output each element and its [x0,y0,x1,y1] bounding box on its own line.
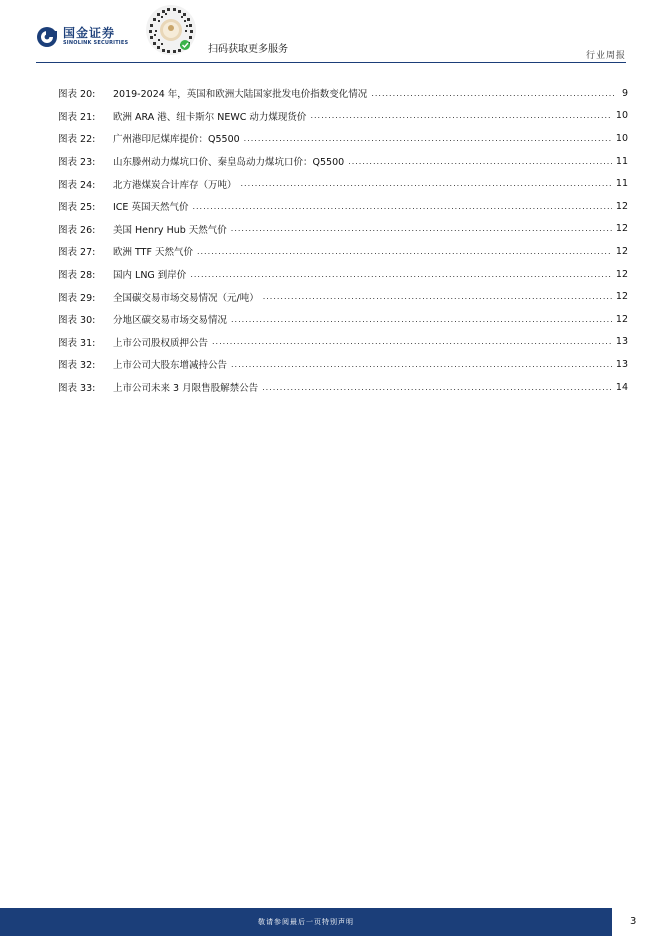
toc-figure-title: 上市公司未来 3 月限售股解禁公告 [113,383,259,395]
toc-figure-number: 图表 26: [58,224,96,236]
toc-page-number: 10 [615,132,628,144]
toc-row[interactable] [58,240,628,263]
toc-figure-title: 欧洲 TTF 天然气价 [113,247,193,259]
toc-figure-number: 图表 21: [58,111,96,123]
toc-row[interactable] [58,172,628,195]
page-header [0,0,662,64]
toc-page-number: 11 [615,178,628,190]
toc-figure-number: 图表 22: [58,134,96,146]
toc-page-number: 12 [615,223,628,235]
toc-dot-leader [190,270,612,279]
toc-figure-number: 图表 30: [58,315,96,327]
toc-figure-number: 图表 25: [58,202,96,214]
toc-dot-leader [310,111,611,120]
toc-row[interactable] [58,263,628,286]
toc-dot-leader [262,383,612,392]
toc-figure-title: 山东滕州动力煤坑口价、秦皇岛动力煤坑口价：Q5500 [113,157,345,169]
toc-dot-leader [371,89,614,98]
toc-page-number: 12 [615,200,628,212]
toc-row[interactable] [58,195,628,218]
toc-page-number: 13 [615,358,628,370]
toc-dot-leader [348,157,612,166]
toc-figure-title: 2019-2024 年，英国和欧洲大陆国家批发电价指数变化情况 [113,89,368,101]
toc-page-number: 10 [615,110,628,122]
toc-page-number: 12 [615,313,628,325]
toc-row[interactable] [58,376,628,399]
toc-figure-title: 美国 Henry Hub 天然气价 [113,224,227,236]
toc-row[interactable] [58,308,628,331]
toc-figure-number: 图表 32: [58,360,96,372]
toc-figure-number: 图表 33: [58,383,96,395]
toc-row[interactable] [58,150,628,173]
toc-page-number: 14 [615,381,628,393]
logo-name-cn: 国金证券 [63,26,116,40]
disclaimer-note: 敬请参阅最后一页特别声明 [258,918,354,926]
toc-row[interactable] [58,218,628,241]
toc-figure-title: 上市公司大股东增减持公告 [113,360,228,372]
toc-figure-number: 图表 20: [58,89,96,101]
toc-page-number: 12 [615,245,628,257]
toc-figure-number: 图表 31: [58,337,96,349]
toc-page-number: 12 [615,268,628,280]
toc-figure-title: 欧洲 ARA 港、纽卡斯尔 NEWC 动力煤现货价 [113,111,307,123]
toc-row[interactable] [58,285,628,308]
header-divider [36,62,626,63]
toc-figure-title: 分地区碳交易市场交易情况 [113,315,228,327]
toc-figure-title: 北方港煤炭合计库存（万吨） [113,179,237,191]
footer-bar [0,908,612,936]
toc-page-number: 12 [615,291,628,303]
toc-page-number: 11 [615,155,628,167]
toc-row[interactable] [58,331,628,354]
toc-row[interactable] [58,127,628,150]
toc-dot-leader [197,247,612,256]
toc-dot-leader [192,202,611,211]
toc-dot-leader [231,360,612,369]
report-type-label: 行业周报 [585,51,626,61]
toc-figure-title: 国内 LNG 到岸价 [113,270,187,282]
toc-figure-title: 上市公司股权质押公告 [113,337,209,349]
toc-figure-title: 广州港印尼煤库提价：Q5500 [113,134,240,146]
toc-figure-title: 全国碳交易市场交易情况（元/吨） [113,292,259,304]
toc-page-number: 13 [615,336,628,348]
toc-dot-leader [212,337,612,346]
toc-dot-leader [241,179,612,188]
toc-figure-number: 图表 24: [58,179,96,191]
qr-caption: 扫码获取更多服务 [208,44,288,55]
toc-row[interactable] [58,353,628,376]
toc-row[interactable] [58,105,628,128]
toc-figure-number: 图表 28: [58,270,96,282]
toc-dot-leader [263,292,612,301]
toc-figure-number: 图表 27: [58,247,96,259]
logo-name-en: SINOLINK SECURITIES [63,40,129,46]
toc-row[interactable] [58,82,628,105]
page-number: 3 [630,916,637,927]
figure-list [58,82,628,398]
toc-figure-number: 图表 29: [58,292,96,304]
qr-code-icon [145,4,197,56]
toc-dot-leader [244,134,612,143]
page-footer [0,908,662,936]
toc-figure-number: 图表 23: [58,157,96,169]
sinolink-logo-icon [36,26,58,48]
toc-dot-leader [231,315,612,324]
toc-dot-leader [231,224,612,233]
sinolink-logo [36,26,128,48]
toc-page-number: 9 [621,87,628,99]
toc-figure-title: ICE 英国天然气价 [113,202,189,214]
